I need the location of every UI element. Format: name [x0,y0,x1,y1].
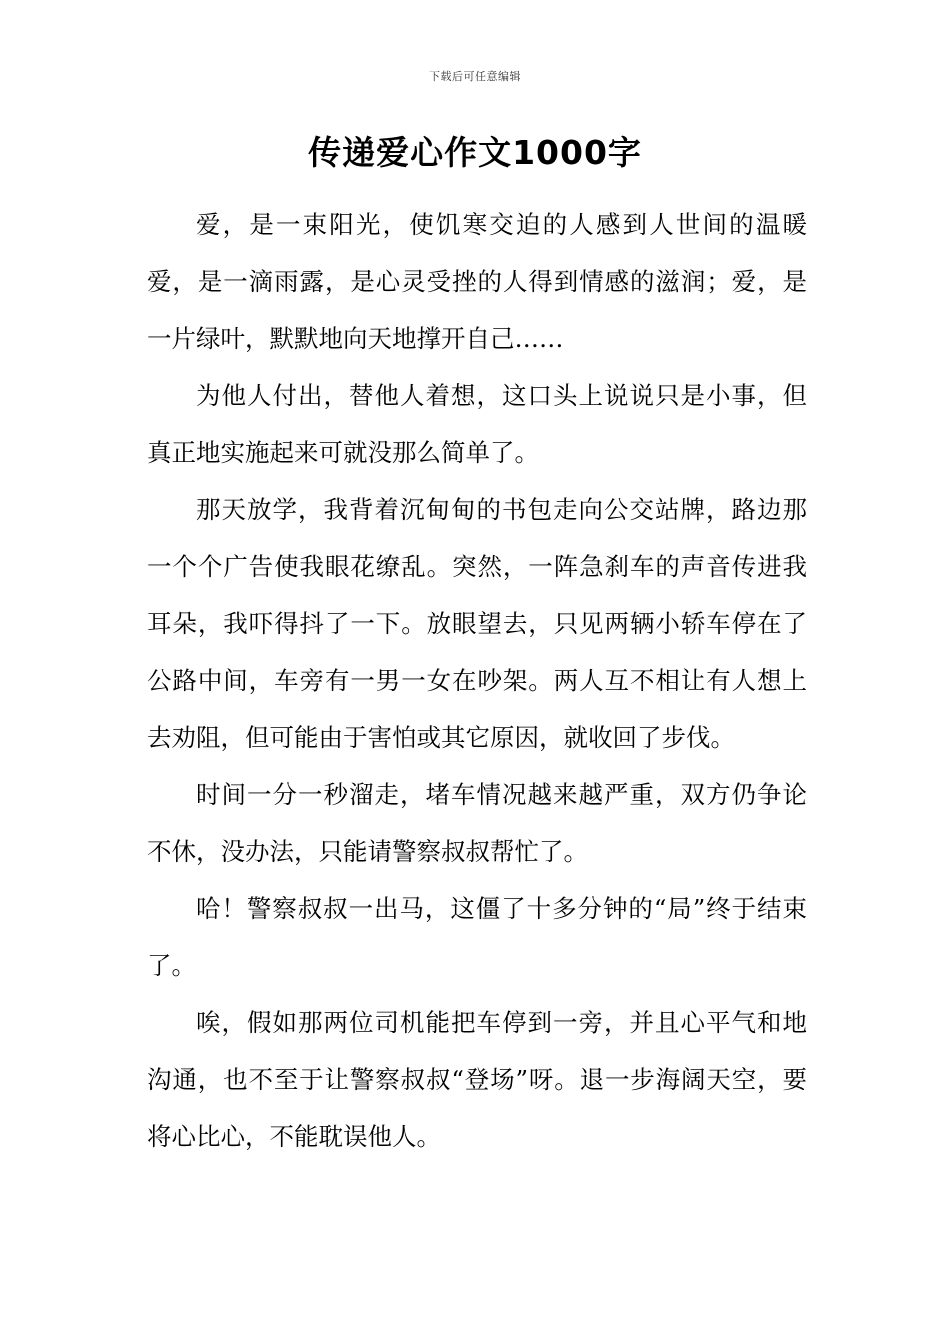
paragraph: 时间一分一秒溜走，堵车情况越来越严重，双方仍争论不休，没办法，只能请警察叔叔帮忙了。 [147,780,807,866]
paragraph: 唉，假如那两位司机能把车停到一旁，并且心平气和地沟通，也不至于让警察叔叔“登场”呀。退一步海阔天空，要将心比心，不能耽误他人。 [147,1008,807,1151]
document-title: 传递爱心作文1000字 [308,133,642,172]
paragraph: 为他人付出，替他人着想，这口头上说说只是小事，但真正地实施起来可就没那么简单了。 [147,381,807,467]
paragraph: 那天放学，我背着沉甸甸的书包走向公交站牌，路边那一个个广告使我眼花缭乱。突然，一阵急刹车的声音传进我耳朵，我吓得抖了一下。放眼望去，只见两辆小轿车停在了公路中间，车旁有一男一女在吵架。两人互不相让有人想上去劝阻，但可能由于害怕或其它原因，就收回了步伐。 [147,495,807,752]
header-note: 下载后可任意编辑 [429,70,521,83]
document-body [147,196,807,1165]
paragraph: 哈！警察叔叔一出马，这僵了十多分钟的“局”终于结束了。 [147,894,807,980]
paragraph: 爱，是一束阳光，使饥寒交迫的人感到人世间的温暖爱，是一滴雨露，是心灵受挫的人得到情感的滋润；爱，是一片绿叶，默默地向天地撑开自己…… [147,210,807,353]
